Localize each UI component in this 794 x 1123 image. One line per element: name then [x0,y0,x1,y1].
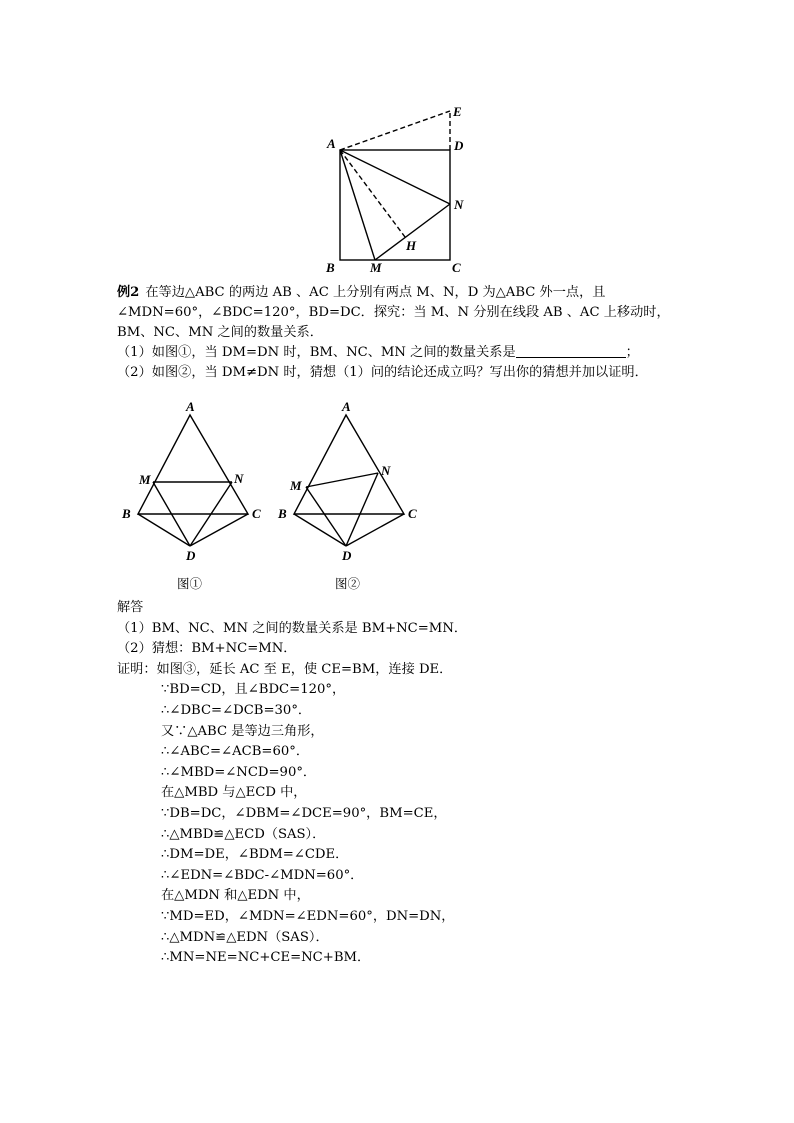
proof-line: ∴△MBD≌△ECD（SAS）． [161,826,326,842]
label-e: E [453,104,462,119]
question-1: （1）如图①，当 DM=DN 时，BM、NC、MN 之间的数量关系是 [117,345,516,360]
figure-2-svg [274,398,424,568]
proof-line: ∴△MDN≌△EDN（SAS）． [161,929,329,945]
proof-line: ∴∠MBD=∠NCD=90°． [161,764,317,780]
question-1-end: ； [625,345,639,360]
line-nd [346,473,378,546]
label-a: A [342,399,351,414]
proof-line: 在△MBD 与△ECD 中， [161,785,307,801]
proof-line: ∴∠EDN=∠BDC-∠MDN=60°． [161,867,364,883]
label-n: N [381,463,391,478]
figure-1-caption: 图① [177,576,203,591]
label-c: C [252,506,261,521]
solution [117,598,717,969]
solution-line: （2）猜想：BM+NC=MN． [117,641,297,657]
line-ah-dashed [340,150,405,237]
line-bd [294,514,346,546]
proof-line: ∴∠ABC=∠ACB=60°． [161,744,310,760]
square-abcd [340,150,450,260]
problem-line-3: BM、NC、MN 之间的数量关系． [117,325,323,340]
question-2: （2）如图②，当 DM≠DN 时，猜想（1）问的结论还成立吗？写出你的猜想并加以证明． [117,365,648,380]
label-b: B [122,506,131,521]
figure-square [320,100,480,280]
label-b: B [326,260,335,275]
line-md [306,487,346,546]
proof-line: ∴DM=DE，∠BDM=∠CDE． [161,847,349,863]
label-d: D [186,548,196,563]
proof-line: ∴MN=NE=NC+CE=NC+BM． [161,950,371,966]
label-a: A [327,136,336,151]
problem-line-2: ∠MDN=60°，∠BDC=120°，BD=DC．探究：当 M、N 分别在线段 AB 、AC 上移动时， [117,305,670,320]
solution-line: 证明：如图③，延长 AC 至 E，使 CE=BM，连接 DE． [117,661,453,677]
triangle-abc [138,415,248,514]
label-b: B [278,506,287,521]
solution-line: （1）BM、NC、MN 之间的数量关系是 BM+NC=MN． [117,620,468,636]
label-m: M [290,478,302,493]
example-label: 例2 [117,285,140,300]
figure-2 [274,398,424,568]
figure-2-caption: 图② [335,576,361,591]
problem-statement [117,283,677,383]
line-ae-dashed [340,111,450,150]
label-d: D [454,138,464,153]
label-c: C [408,506,417,521]
figure-1-svg [118,398,268,568]
proof-line: 又∵△ABC 是等边三角形， [161,723,324,739]
proof-line: ∴∠DBC=∠DCB=30°． [161,702,312,718]
proof-line: ∵BD=CD，且∠BDC=120°， [161,682,346,698]
label-a: A [186,399,195,414]
label-m: M [370,260,382,275]
figure-square-svg [320,100,480,280]
problem-line-1: 在等边△ABC 的两边 AB 、AC 上分别有两点 M、N，D 为△ABC 外一点，且 [145,285,606,300]
label-d: D [342,548,352,563]
proof-line: 在△MDN 和△EDN 中， [161,888,310,904]
label-m: M [139,472,151,487]
line-cd [190,514,248,546]
line-mn [306,473,378,487]
label-h: H [406,238,417,253]
solution-heading: 解答 [117,600,144,615]
line-cd [346,514,404,546]
line-an [340,150,450,204]
line-am [340,150,375,260]
line-bd [138,514,190,546]
proof-line: ∵MD=ED，∠MDN=∠EDN=60°，DN=DN， [161,908,455,924]
label-c: C [452,260,461,275]
answer-blank [516,343,626,358]
label-n: N [234,471,244,486]
figure-1 [118,398,268,568]
proof-line: ∵DB=DC，∠DBM=∠DCE=90°，BM=CE， [161,805,447,821]
label-n: N [454,197,464,212]
